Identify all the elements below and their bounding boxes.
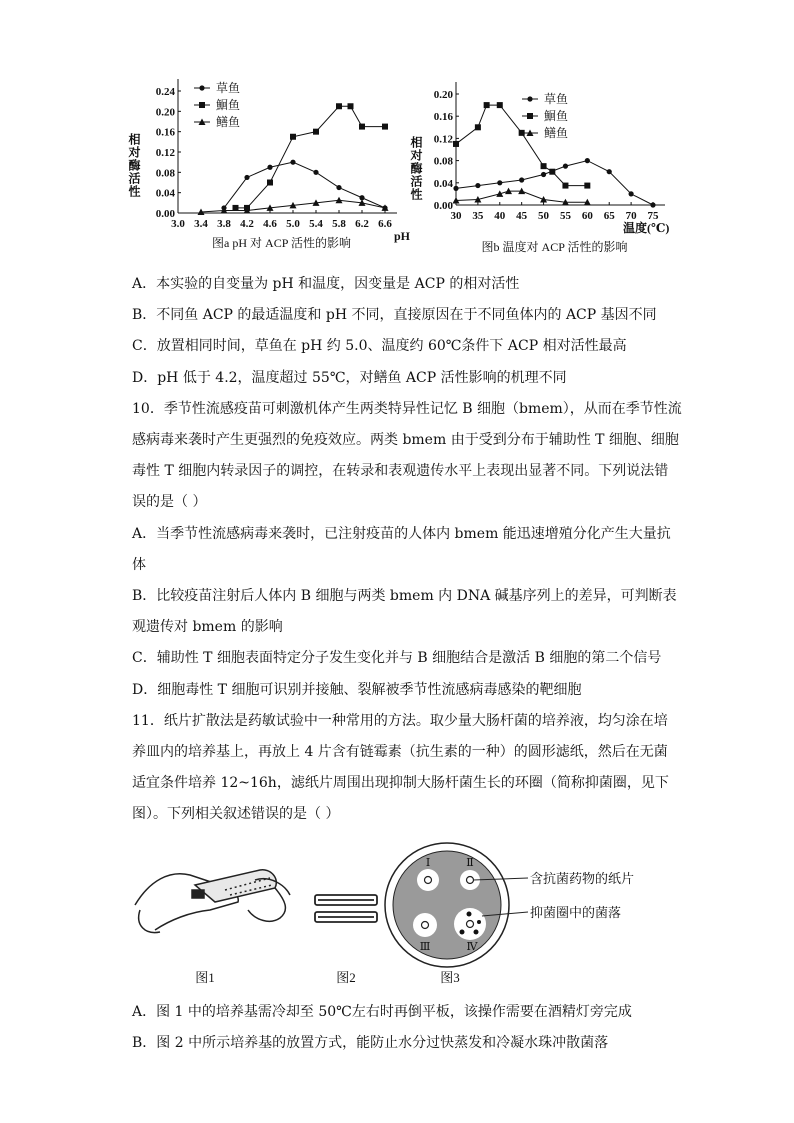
x-tick-label: 75 — [647, 210, 659, 222]
y-tick-label: 0.16 — [433, 111, 453, 124]
plate-number-3: Ⅲ — [419, 941, 431, 953]
data-point — [348, 103, 354, 109]
x-tick-label: 40 — [494, 210, 506, 222]
x-tick-label: 4.6 — [263, 218, 277, 230]
question-text-line: 体 — [132, 556, 146, 573]
data-point — [336, 197, 343, 204]
x-tick-label: 50 — [538, 210, 550, 222]
series-line-0 — [224, 162, 385, 208]
data-point — [267, 165, 272, 170]
figure1-pouring-illustration — [135, 870, 290, 933]
data-point — [607, 169, 612, 174]
data-point — [497, 180, 502, 185]
question-text-line: 11．纸片扩散法是药敏试验中一种常用的方法。取少量大肠杆菌的培养液，均匀涂在培 — [132, 712, 668, 729]
y-tick-label: 0.00 — [155, 208, 175, 220]
question-text-line: 图）。下列相关叙述错误的是（ ） — [132, 806, 340, 823]
data-point — [496, 190, 503, 197]
data-point — [453, 141, 459, 147]
y-tick-label: 0.04 — [433, 177, 453, 190]
data-point — [267, 180, 273, 186]
legend-label: 鳝鱼 — [544, 126, 569, 140]
y-tick-label: 0.20 — [155, 106, 175, 119]
x-tick-label: 6.2 — [355, 218, 369, 230]
question-text-line: C．放置相同时间，草鱼在 pH 约 5.0、温度约 60℃条件下 ACP 相对活性最高 — [132, 338, 627, 355]
x-tick-label: 3.8 — [217, 218, 231, 230]
data-point — [549, 169, 555, 175]
data-point — [540, 196, 547, 203]
y-tick-label: 0.00 — [433, 200, 453, 212]
legend-label: 草鱼 — [544, 92, 569, 106]
question-text-line: A．当季节性流感病毒来袭时，已注射疫苗的人体内 bmem 能迅速增殖分化产生大量抗 — [132, 525, 671, 542]
x-tick-label: 4.2 — [240, 218, 254, 230]
data-point — [519, 177, 524, 182]
figure1-label: 图1 — [195, 970, 215, 985]
x-axis-label: 温度(℃) — [623, 221, 670, 235]
question-text-line: 感病毒来袭时产生更强烈的免疫效应。两类 bmem 由于受到分布于辅助性 T 细胞、细胞 — [132, 432, 679, 448]
data-point — [290, 160, 295, 165]
x-tick-label: 5.8 — [332, 218, 346, 230]
data-point — [290, 134, 296, 140]
figure2-label: 图2 — [336, 970, 356, 985]
y-tick-label: 0.20 — [433, 89, 453, 101]
question-text-line: 10．季节性流感疫苗可刺激机体产生两类特异性记忆 B 细胞（bmem），从而在季节性流 — [132, 400, 682, 417]
x-tick-label: 5.0 — [286, 218, 300, 230]
question-text-bottom-line: B．图 2 中所示培养基的放置方式，能防止水分过快蒸发和冷凝水珠冲散菌落 — [132, 1035, 609, 1051]
y-axis-label: 相对酶活性 — [409, 136, 423, 201]
legend-label: 鳝鱼 — [216, 115, 241, 129]
legend-marker — [199, 85, 204, 90]
data-point — [541, 163, 547, 169]
figure3-label: 图3 — [440, 970, 460, 985]
data-point — [336, 185, 341, 190]
figure2-stacked-dishes — [315, 895, 377, 922]
data-point — [336, 103, 342, 109]
chart-ph-acp — [120, 75, 420, 255]
plate-number-1: Ⅰ — [425, 857, 431, 869]
y-tick-label: 0.16 — [155, 126, 175, 139]
x-tick-label: 3.0 — [171, 218, 185, 230]
y-tick-label: 0.24 — [155, 86, 175, 98]
annotation-colonies: 抑菌圈中的菌落 — [530, 905, 622, 920]
legend-marker — [527, 113, 533, 119]
legend-marker — [527, 96, 532, 101]
data-point — [475, 183, 480, 188]
data-point — [584, 183, 590, 189]
x-tick-label: 55 — [559, 210, 571, 222]
legend-label: 草鱼 — [216, 81, 241, 95]
x-tick-label: 5.4 — [309, 218, 323, 230]
data-point — [484, 102, 490, 108]
x-tick-label: 70 — [625, 210, 637, 222]
question-text-line: B．比较疫苗注射后人体内 B 细胞与两类 bmem 内 DNA 碱基序列上的差异，可判断表 — [132, 588, 677, 604]
question-text-line: 毒性 T 细胞内转录因子的调控，在转录和表观遗传水平上表现出显著不同。下列说法错 — [132, 463, 669, 480]
data-point — [382, 124, 388, 130]
data-point — [359, 124, 365, 130]
x-tick-label: 30 — [450, 210, 462, 222]
y-tick-label: 0.12 — [433, 133, 453, 146]
data-point — [562, 183, 568, 189]
data-point — [313, 170, 318, 175]
question-text-line: B．不同鱼 ACP 的最适温度和 pH 不同，直接原因在于不同鱼体内的 ACP 基因不同 — [132, 307, 657, 324]
figure3-petri-plate — [385, 843, 528, 967]
question-text-line: A．本实验的自变量为 pH 和温度，因变量是 ACP 的相对活性 — [132, 276, 520, 292]
chart-caption: 图a pH 对 ACP 活性的影响 — [212, 236, 351, 250]
x-tick-label: 35 — [472, 210, 484, 222]
x-tick-label: 3.4 — [194, 218, 208, 230]
question-text-line: D．pH 低于 4.2，温度超过 55℃，对鳝鱼 ACP 活性影响的机理不同 — [132, 369, 567, 386]
plate-number-2: Ⅱ — [466, 857, 474, 869]
question-text-line: C．辅助性 T 细胞表面特定分子发生变化并与 B 细胞结合是激活 B 细胞的第二个信号 — [132, 650, 662, 667]
data-point — [629, 191, 634, 196]
x-axis-label: pH — [394, 229, 411, 243]
x-tick-label: 65 — [603, 210, 615, 222]
series-line-0 — [456, 161, 653, 205]
plate-number-4: Ⅳ — [466, 941, 478, 953]
question-text-bottom-line: A．图 1 中的培养基需冷却至 50℃左右时再倒平板，该操作需要在酒精灯旁完成 — [132, 1004, 632, 1020]
y-tick-label: 0.08 — [155, 167, 175, 180]
legend-label: 鮰鱼 — [544, 109, 569, 123]
annotation-antibiotic-disk: 含抗菌药物的纸片 — [530, 871, 635, 886]
question-text-line: D．细胞毒性 T 细胞可识别并接触、裂解被季节性流感病毒感染的靶细胞 — [132, 681, 582, 698]
figure-disk-diffusion — [130, 840, 690, 990]
data-point — [650, 202, 655, 207]
y-tick-label: 0.08 — [433, 155, 453, 168]
y-tick-label: 0.12 — [155, 147, 175, 159]
y-tick-label: 0.04 — [155, 187, 175, 200]
question-text-line: 适宜条件培养 12~16h，滤纸片周围出现抑制大肠杆菌生长的环圈（简称抑菌圈，见下 — [132, 775, 669, 792]
series-line-1 — [236, 106, 386, 208]
x-tick-label: 6.6 — [378, 218, 392, 230]
data-point — [563, 164, 568, 169]
data-point — [497, 102, 503, 108]
data-point — [541, 172, 546, 177]
data-point — [585, 158, 590, 163]
x-tick-label: 45 — [516, 210, 528, 222]
chart-temp-acp — [408, 75, 708, 255]
data-point — [244, 175, 249, 180]
question-text-line: 养皿内的培养基上，再放上 4 片含有链霉素（抗生素的一种）的圆形滤纸，然后在无菌 — [132, 744, 668, 760]
data-point — [475, 124, 481, 130]
question-text-line: 观遗传对 bmem 的影响 — [132, 619, 283, 636]
data-point — [313, 129, 319, 135]
chart-caption: 图b 温度对 ACP 活性的影响 — [481, 240, 628, 254]
x-tick-label: 60 — [581, 210, 593, 222]
question-text-line: 误的是（ ） — [132, 494, 207, 511]
data-point — [453, 186, 458, 191]
legend-marker — [199, 102, 205, 108]
legend-label: 鮰鱼 — [216, 98, 241, 112]
y-axis-label: 相对酶活性 — [127, 133, 141, 198]
